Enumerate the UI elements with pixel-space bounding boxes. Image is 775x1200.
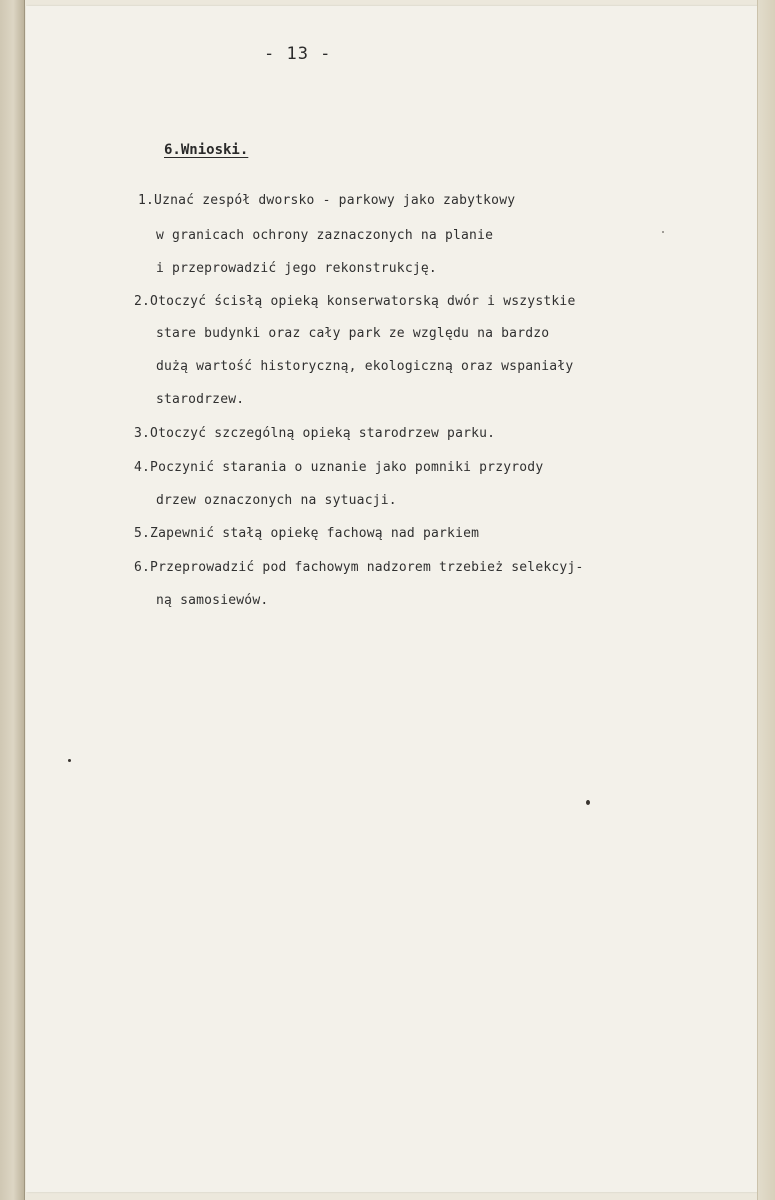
conclusion-1-line-1: 1.Uznać zespół dworsko - parkowy jako zabytkowy	[138, 193, 516, 208]
binding-edge	[0, 0, 25, 1200]
conclusion-1-line-3: i przeprowadzić jego rekonstrukcję.	[156, 261, 437, 276]
conclusion-6-line-1: 6.Przeprowadzić pod fachowym nadzorem trzebież selekcyj-	[134, 560, 584, 575]
conclusion-5-line-1: 5.Zapewnić stałą opiekę fachową nad parkiem	[134, 526, 480, 541]
section-title: 6.Wnioski.	[164, 142, 249, 158]
conclusion-2-line-3: dużą wartość historyczną, ekologiczną oraz wspaniały	[156, 359, 574, 374]
paper-speck	[662, 231, 664, 233]
page-number: - 13 -	[264, 44, 332, 64]
paper-speck	[586, 800, 590, 805]
conclusion-2-line-2: stare budynki oraz cały park ze względu na bardzo	[156, 326, 550, 341]
conclusion-2-line-4: starodrzew.	[156, 392, 245, 407]
conclusion-1-line-2: w granicach ochrony zaznaczonych na planie	[156, 228, 494, 243]
conclusion-4-line-2: drzew oznaczonych na sytuacji.	[156, 493, 397, 508]
paper-sheet	[26, 6, 758, 1192]
conclusion-4-line-1: 4.Poczynić starania o uznanie jako pomniki przyrody	[134, 460, 544, 475]
page-edge-right	[757, 0, 775, 1200]
conclusion-6-line-2: ną samosiewów.	[156, 593, 269, 608]
conclusion-3-line-1: 3.Otoczyć szczególną opieką starodrzew parku.	[134, 426, 496, 441]
conclusion-2-line-1: 2.Otoczyć ścisłą opieką konserwatorską dwór i wszystkie	[134, 294, 576, 309]
paper-speck	[68, 759, 71, 762]
